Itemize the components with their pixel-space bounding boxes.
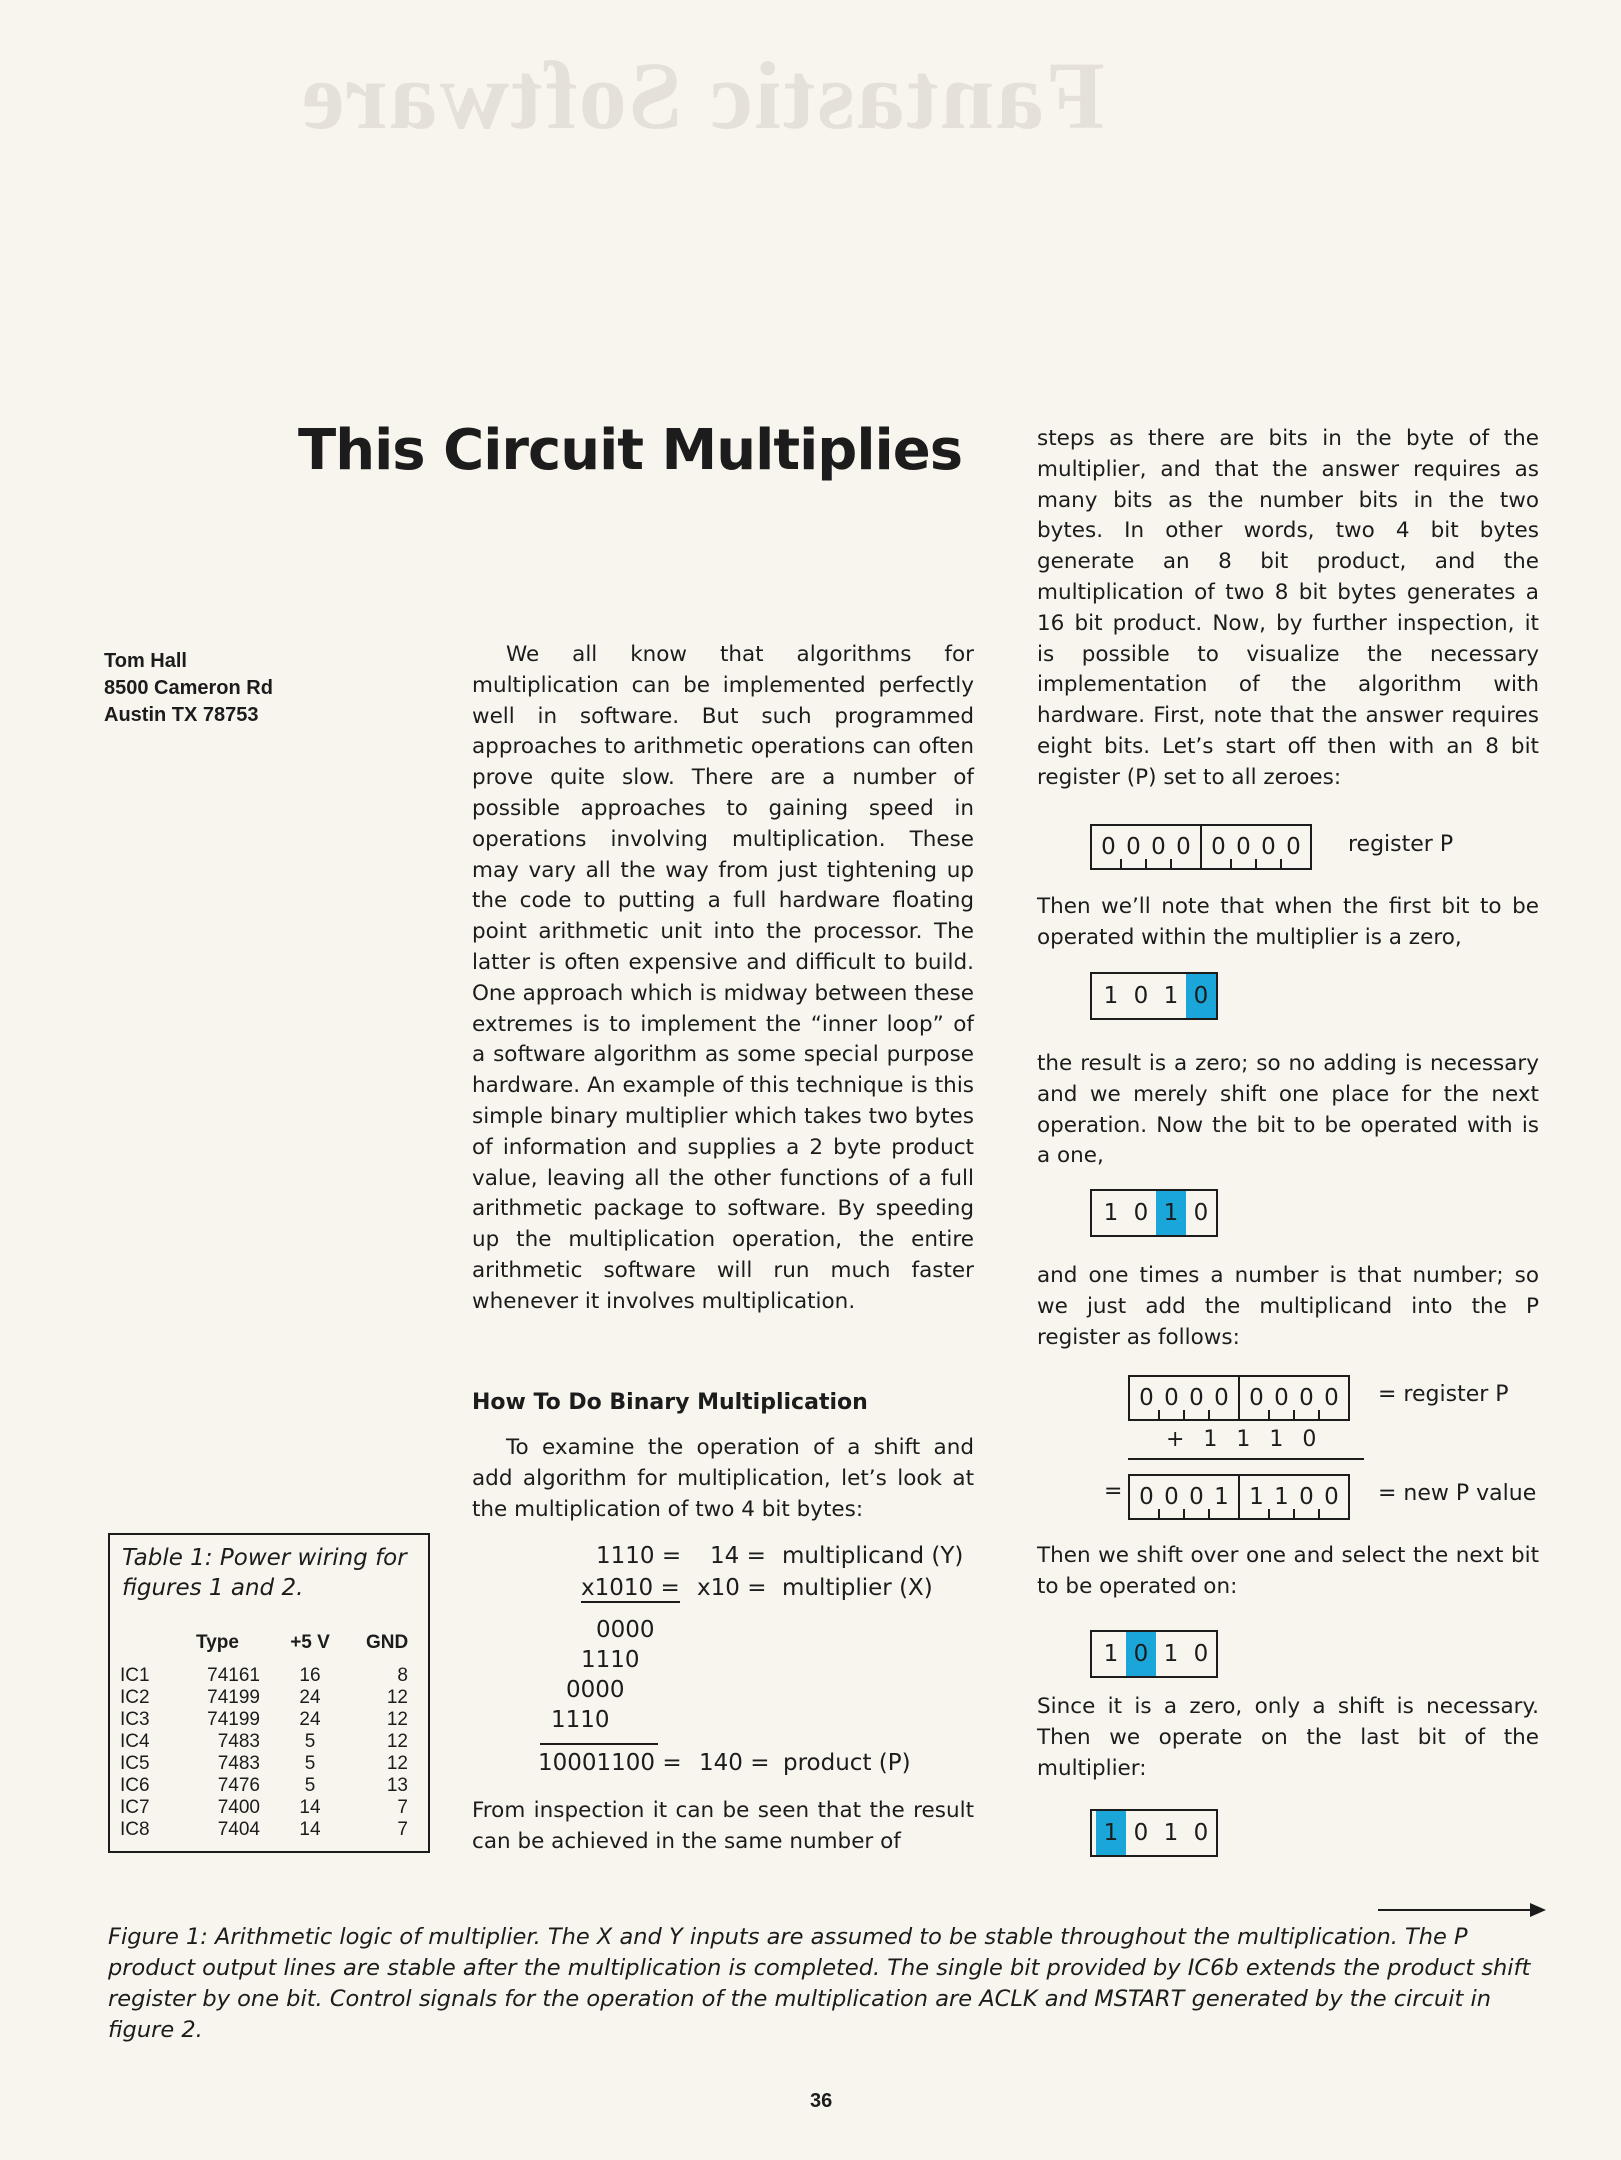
table-header-5v: +5 V	[290, 1632, 330, 1653]
calc-product: 10001100 =	[538, 1750, 682, 1776]
calc-partial-4: 1110	[551, 1707, 610, 1733]
right-paragraph-4	[1037, 1261, 1539, 1353]
right-paragraph-6	[1037, 1692, 1539, 1784]
after-calc-text: From inspection it can be seen that the result can be achieved in the same number of	[472, 1798, 974, 1854]
intro-text: We all know that algorithms for multiplication can be implemented perfectly well in software. But such programmed approaches to arithmetic operations can often prove quite slow. There are a number of possible approaches to gaining speed in operations involving multiplication. These may vary all the way from just tightening up the code to putting a full hardware floating point arithmetic unit into the processor. The latter is often expensive and difficult to build. One approach which is midway between these extremes is to implement the “inner loop” of a software algorithm as some special purpose hardware. An example of this technique is this simple binary multiplier which takes two bytes of information and supplies a 2 byte product value, leaving all the other functions of a full arithmetic package to software. By speeding up the multiplication operation, the entire arithmetic software will run much faster whenever it involves multiplication.	[472, 642, 974, 1314]
table-row	[110, 1797, 428, 1818]
right-text-4: and one times a number is that number; so we just add the multiplicand into the P register as follows:	[1037, 1263, 1539, 1350]
multiplier-bit: 0	[1193, 1641, 1209, 1667]
register-p-before-add	[1128, 1375, 1350, 1421]
multiplier-register-step1	[1090, 972, 1218, 1020]
multiplier-bit-active: 1	[1096, 1811, 1126, 1855]
calc-partial-3: 0000	[566, 1677, 625, 1703]
table-cell: 5	[304, 1731, 316, 1752]
register-bit: 0	[1146, 826, 1171, 868]
figure-caption: Figure 1: Arithmetic logic of multiplier. The X and Y inputs are assumed to be stable throughout the multiplication. The P product output lines are stable after the multiplication is completed. The single bit provided by IC6b extends the product shift register by one bit. Control signals for the operation of the multiplication are ACLK and MSTART generated by the circuit in figure 2.	[108, 1924, 1531, 2043]
register-bit: 0	[1231, 826, 1256, 868]
calc-partial-2: 1110	[581, 1647, 640, 1673]
right-text-6: Since it is a zero, only a shift is necessary. Then we operate on the last bit of the multiplier:	[1037, 1694, 1539, 1781]
table-cell: 13	[386, 1775, 408, 1796]
calc-partial-1: 0000	[596, 1617, 655, 1643]
page-number: 36	[810, 2090, 833, 2112]
bleed-through-title: Fantastic Software	[300, 42, 1105, 149]
register-bit: 1	[1269, 1476, 1294, 1518]
register-bit: 0	[1134, 1377, 1159, 1419]
register-bit: 0	[1244, 1377, 1269, 1419]
table-row	[110, 1753, 428, 1774]
multiplier-bit: 0	[1193, 1200, 1209, 1226]
eq-new-p-label: = new P value	[1378, 1481, 1537, 1506]
author-city: Austin TX 78753	[104, 704, 259, 726]
register-bit: 0	[1256, 826, 1281, 868]
register-bit: 0	[1159, 1377, 1184, 1419]
table-cell: IC8	[120, 1819, 150, 1840]
table-cell: IC1	[120, 1665, 150, 1686]
register-bit: 0	[1159, 1476, 1184, 1518]
author-street: 8500 Cameron Rd	[104, 677, 273, 699]
calc-product-label: product (P)	[783, 1750, 911, 1776]
multiplier-bit-active: 1	[1156, 1191, 1186, 1235]
register-bit: 0	[1134, 1476, 1159, 1518]
table-cell: 7	[397, 1797, 408, 1818]
page-title: This Circuit Multiplies	[298, 418, 963, 483]
right-paragraph-2	[1037, 892, 1539, 954]
right-text-3: the result is a zero; so no adding is necessary and we merely shift one place for the next operation. Now the bit to be operated with is a one,	[1037, 1051, 1539, 1169]
register-nibble	[1202, 826, 1310, 868]
table-row	[110, 1775, 428, 1796]
register-bit: 0	[1324, 1484, 1339, 1510]
register-bit: 0	[1294, 1377, 1319, 1419]
table-header-gnd: GND	[366, 1632, 409, 1653]
multiplier-bit: 1	[1103, 1200, 1119, 1226]
register-bit: 0	[1121, 826, 1146, 868]
table-cell: 12	[386, 1753, 408, 1774]
register-bit: 0	[1214, 1385, 1229, 1411]
table-row	[110, 1819, 428, 1840]
continued-arrow-icon	[1378, 1909, 1542, 1911]
table-cell: 7476	[217, 1775, 260, 1796]
table-cell: 7404	[217, 1819, 260, 1840]
calc-multiplier-label: multiplier (X)	[782, 1575, 933, 1601]
multiplier-bit: 1	[1163, 1641, 1179, 1667]
register-bit: 0	[1324, 1385, 1339, 1411]
table-cell: 12	[386, 1731, 408, 1752]
table-cell: 74199	[207, 1709, 260, 1730]
multiplier-bit: 1	[1103, 983, 1119, 1009]
register-nibble	[1130, 1476, 1240, 1518]
table-cell: 7400	[217, 1797, 260, 1818]
table-cell: 12	[386, 1687, 408, 1708]
right-text-2: Then we’ll note that when the first bit to be operated within the multiplier is a zero,	[1037, 894, 1539, 950]
table-cell: 74199	[207, 1687, 260, 1708]
register-nibble	[1240, 1476, 1348, 1518]
register-bit: 0	[1294, 1476, 1319, 1518]
register-bit: 0	[1096, 826, 1121, 868]
register-bit: 0	[1184, 1377, 1209, 1419]
multiplier-bit-active: 0	[1186, 974, 1216, 1018]
table-cell: 74161	[207, 1665, 260, 1686]
table-cell: 14	[299, 1819, 321, 1840]
calc-multiplicand-label: multiplicand (Y)	[782, 1543, 964, 1569]
how-to-paragraph	[472, 1433, 974, 1525]
register-bit: 0	[1206, 826, 1231, 868]
multiplier-bit-active: 0	[1126, 1632, 1156, 1676]
right-text-1: steps as there are bits in the byte of the multiplier, and that the answer requires as many bits as the number bits in the two bytes. In other words, two 4 bit bytes generate an 8 bit product, and the multiplication of two 8 bit bytes generates a 16 bit product. Now, by further inspection, it is possible to visualize the necessary implementation of the algorithm with hardware. First, note that the answer requires eight bits. Let’s start off then with an 8 bit register (P) set to all zeroes:	[1037, 426, 1539, 790]
register-p-label: register P	[1348, 832, 1454, 857]
calc-multiplicand-decimal: 14 =	[710, 1543, 766, 1569]
register-bit: 0	[1184, 1476, 1209, 1518]
table-cell: 5	[304, 1753, 316, 1774]
multiplier-bit: 0	[1133, 983, 1149, 1009]
table-cell: 24	[299, 1709, 321, 1730]
multiplier-register-step3	[1090, 1630, 1218, 1678]
calc-product-decimal: 140 =	[699, 1750, 770, 1776]
multiplier-bit: 0	[1133, 1200, 1149, 1226]
table-cell: 24	[299, 1687, 321, 1708]
after-calc-paragraph	[472, 1796, 974, 1858]
power-wiring-table	[108, 1533, 430, 1853]
table-row	[110, 1731, 428, 1752]
how-to-text: To examine the operation of a shift and add algorithm for multiplication, let’s look at the multiplication of two 4 bit bytes:	[472, 1435, 974, 1522]
table-cell: 7	[397, 1819, 408, 1840]
register-p-zero	[1090, 824, 1312, 870]
multiplier-register-step4	[1090, 1809, 1218, 1857]
multiplier-bit: 0	[1193, 1820, 1209, 1846]
intro-paragraph	[472, 640, 974, 1318]
right-text-5: Then we shift over one and select the next bit to be operated on:	[1037, 1543, 1539, 1599]
table-cell: 12	[386, 1709, 408, 1730]
table-cell: 14	[299, 1797, 321, 1818]
author-name: Tom Hall	[104, 650, 187, 672]
table-cell: 5	[304, 1775, 316, 1796]
register-bit: 0	[1176, 834, 1191, 860]
table-cell: IC3	[120, 1709, 150, 1730]
multiplier-bit: 1	[1103, 1641, 1119, 1667]
table-row	[110, 1709, 428, 1730]
table-cell: 8	[397, 1665, 408, 1686]
multiplier-bit: 1	[1163, 1820, 1179, 1846]
author-block	[104, 648, 273, 729]
multiplier-bit: 1	[1163, 983, 1179, 1009]
calc-multiplier-decimal: x10 =	[697, 1575, 767, 1601]
table-row	[110, 1665, 428, 1686]
calc-sum-rule	[540, 1743, 658, 1745]
calc-multiplicand: 1110 =	[596, 1543, 682, 1569]
table-cell: 7483	[217, 1731, 260, 1752]
multiplier-register-step2	[1090, 1189, 1218, 1237]
register-nibble	[1092, 826, 1202, 868]
register-bit: 0	[1286, 834, 1301, 860]
eq-register-p-label: = register P	[1378, 1382, 1509, 1407]
table-header-type: Type	[196, 1632, 239, 1653]
table-cell: 16	[299, 1665, 321, 1686]
register-bit: 0	[1269, 1377, 1294, 1419]
table-cell: IC6	[120, 1775, 150, 1796]
multiplier-bit: 0	[1133, 1820, 1149, 1846]
table-caption: Table 1: Power wiring for figures 1 and 2.	[122, 1545, 407, 1601]
register-nibble	[1130, 1377, 1240, 1419]
plus-multiplicand: + 1 1 1 0	[1166, 1427, 1317, 1452]
table-cell: IC2	[120, 1687, 150, 1708]
equals-sign: =	[1104, 1479, 1123, 1504]
register-p-after-add	[1128, 1474, 1350, 1520]
right-paragraph-5	[1037, 1541, 1539, 1603]
right-paragraph-3	[1037, 1049, 1539, 1172]
right-paragraph-1	[1037, 424, 1539, 794]
table-cell: IC5	[120, 1753, 150, 1774]
addition-rule	[1128, 1458, 1364, 1460]
table-cell: IC4	[120, 1731, 150, 1752]
register-bit: 1	[1244, 1476, 1269, 1518]
register-nibble	[1240, 1377, 1348, 1419]
register-bit: 1	[1214, 1484, 1229, 1510]
calc-multiplier: x1010 =	[581, 1575, 680, 1601]
table-cell: IC7	[120, 1797, 150, 1818]
section-heading: How To Do Binary Multiplication	[472, 1390, 868, 1415]
table-cell: 7483	[217, 1753, 260, 1774]
table-row	[110, 1687, 428, 1708]
